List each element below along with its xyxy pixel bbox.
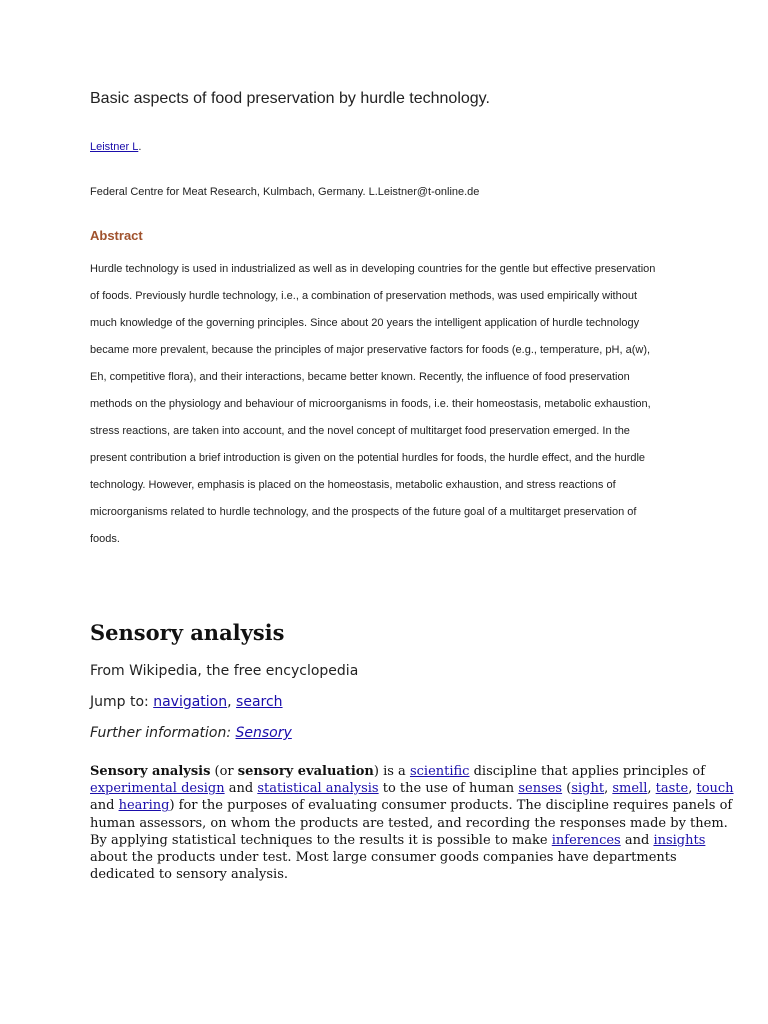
abstract-line: of foods. Previously hurdle technology, i.e., a combination of preservation methods, was used empirically without (90, 290, 638, 302)
jump-to-line (90, 694, 283, 710)
author-suffix: . (138, 141, 142, 153)
abstract-line: stress reactions, are taken into account, and the novel concept of multitarget food preservation emerged. In the (90, 425, 630, 437)
hearing-link[interactable]: hearing (118, 798, 170, 814)
paragraph-line: experimental design and statistical analysis to the use of human senses (sight, smell, taste, touch (90, 781, 734, 797)
smell-link[interactable]: smell (612, 781, 648, 797)
abstract-line: became more prevalent, because the principles of major preservative factors for foods (e.g., temperature, pH, a(w), (90, 344, 651, 356)
abstract-line: microorganisms related to hurdle technology, and the prospects of the future goal of a multitarget preservation of (90, 506, 637, 518)
bold-term: Sensory analysis (90, 764, 211, 779)
abstract-line: present contribution a brief introduction is given on the potential hurdles for foods, the hurdle effect, and the hurdle (90, 452, 646, 464)
author-link[interactable]: Leistner L (90, 141, 139, 153)
experimental-design-link[interactable]: experimental design (90, 781, 225, 797)
further-info-line (90, 725, 292, 741)
wiki-source: From Wikipedia, the free encyclopedia (90, 663, 359, 679)
affiliation: Federal Centre for Meat Research, Kulmbach, Germany. L.Leistner@t-online.de (90, 186, 480, 198)
abstract-line: Hurdle technology is used in industrialized as well as in developing countries for the gentle but effective preservation (90, 263, 656, 275)
navigation-link[interactable]: navigation (153, 694, 228, 710)
author-line (90, 141, 141, 153)
paragraph-line: and hearing) for the purposes of evaluating consumer products. The discipline requires panels of (90, 798, 733, 814)
scientific-link[interactable]: scientific (409, 764, 470, 779)
statistical-analysis-link[interactable]: statistical analysis (257, 781, 379, 797)
abstract-line: much knowledge of the governing principles. Since about 20 years the intelligent application of hurdle technology (90, 317, 640, 329)
inferences-link[interactable]: inferences (551, 832, 621, 848)
sight-link[interactable]: sight (571, 781, 605, 797)
paragraph-line: Sensory analysis (or sensory evaluation) is a scientific discipline that applies principles of (90, 764, 706, 779)
wiki-heading: Sensory analysis (90, 620, 285, 645)
abstract-line: foods. (90, 533, 120, 545)
paragraph-line: By applying statistical techniques to the results it is possible to make inferences and insights (90, 832, 706, 848)
jump-prefix: Jump to: (90, 694, 154, 710)
jump-separator: , (227, 694, 237, 710)
search-link[interactable]: search (236, 694, 283, 710)
abstract-line: Eh, competitive flora), and their interactions, became better known. Recently, the influence of food preservation (90, 371, 630, 383)
further-prefix: Further information: (90, 725, 236, 741)
senses-link[interactable]: senses (518, 781, 563, 797)
wiki-paragraph (90, 763, 734, 883)
touch-link[interactable]: touch (696, 781, 734, 797)
abstract-line: methods on the physiology and behaviour of microorganisms in foods, i.e. their homeostasis, metabolic exhaustion, (90, 398, 651, 410)
sensory-link[interactable]: Sensory (235, 725, 292, 741)
abstract-text (90, 256, 680, 553)
paragraph-line: dedicated to sensory analysis. (90, 867, 289, 883)
insights-link[interactable]: insights (653, 832, 706, 848)
paragraph-line: human assessors, on whom the products are tested, and recording the responses made by them. (90, 815, 728, 831)
abstract-line: technology. However, emphasis is placed on the homeostasis, metabolic exhaustion, and stress reactions of (90, 479, 616, 491)
taste-link[interactable]: taste (655, 781, 689, 797)
article-title: Basic aspects of food preservation by hurdle technology. (90, 90, 490, 107)
abstract-heading: Abstract (90, 228, 143, 243)
paragraph-line: about the products under test. Most large consumer goods companies have departments (90, 849, 677, 865)
bold-term: sensory evaluation (237, 764, 374, 779)
